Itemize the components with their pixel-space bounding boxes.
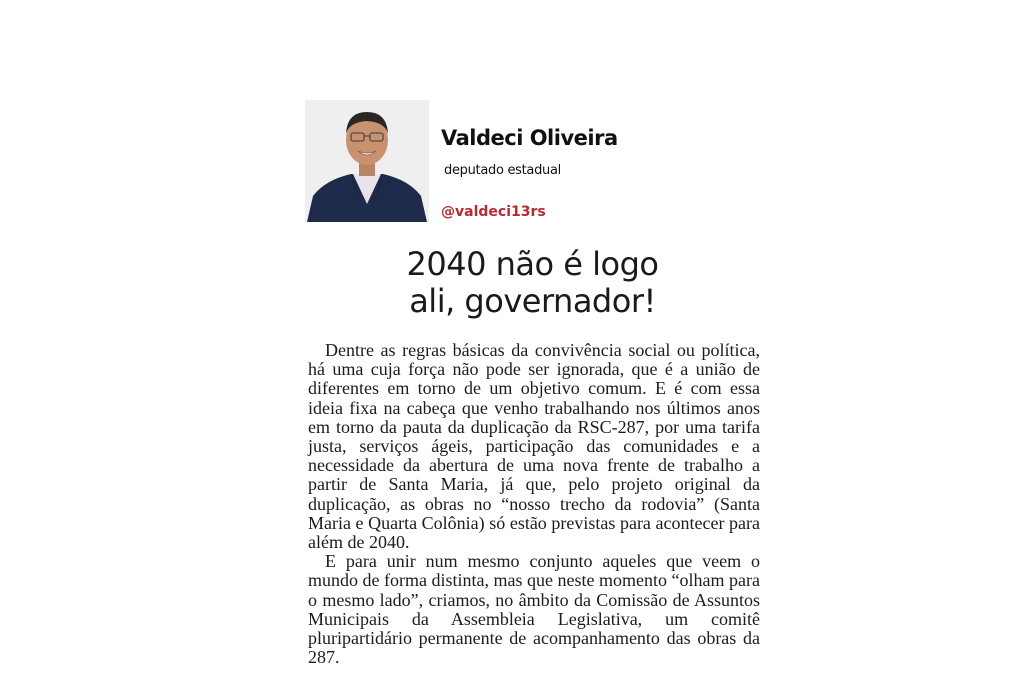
article-headline: [305, 246, 760, 320]
paragraph: E para unir num mesmo conjunto aqueles que veem o mundo de forma distinta, mas que neste momento “olham para o mesmo lado”, criamos, no âmbito da Comissão de Assuntos Municipais da Assembleia Legislativa, um comitê pluripartidário permanente de acompanhamento das obras da 287.: [308, 551, 760, 668]
headline-line-1: 2040 não é logo: [406, 245, 659, 283]
headline-line-2: ali, governador!: [409, 282, 656, 320]
author-role: deputado estadual: [444, 163, 561, 178]
paragraph: Dentre as regras básicas da convivência social ou política, há uma cuja força não pode ser ignorada, que é a união de diferentes em torno de um objetivo comum. E é com essa ideia fixa na cabeça que venho trabalhando nos últimos anos em torno da pauta da duplicação da RSC-287, por uma tarifa justa, serviços ágeis, participação das comunidades e a necessidade da abertura de uma nova frente de trabalho a partir de Santa Maria, já que, pelo projeto original da duplicação, as obras no “nosso trecho da rodovia” (Santa Maria e Quarta Colônia) só estão previstas para acontecer para além de 2040.: [308, 340, 760, 553]
author-portrait-icon: [305, 100, 429, 222]
author-name: Valdeci Oliveira: [441, 126, 618, 150]
article-column: [305, 100, 760, 668]
author-photo: [305, 100, 429, 222]
article-body: [308, 341, 760, 667]
author-handle[interactable]: @valdeci13rs: [441, 204, 546, 220]
